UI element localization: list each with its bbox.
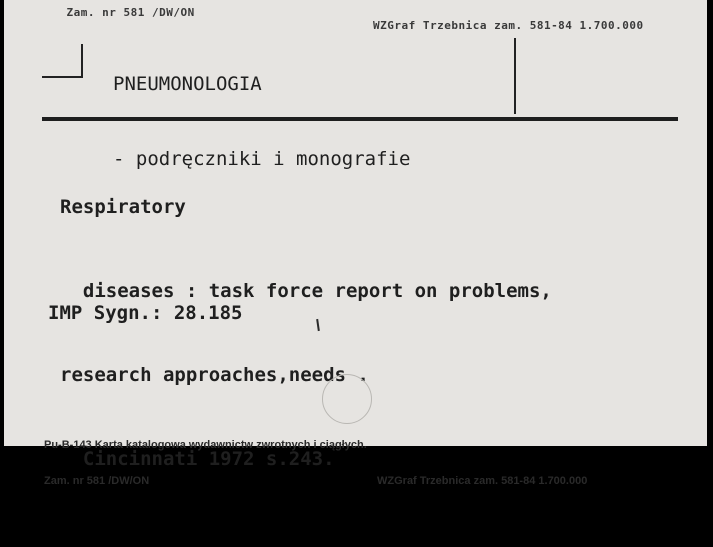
catalog-card xyxy=(4,0,707,487)
entry-line-2: diseases : task force report on problems, xyxy=(60,280,552,302)
card-footer xyxy=(44,415,694,547)
shelf-signature: IMP Sygn.: 28.185 xyxy=(48,302,243,324)
corner-mark-horizontal xyxy=(42,76,82,78)
subject-line-1: PNEUMONOLOGIA xyxy=(113,73,262,95)
footer-line-1: Pu-B-143 Karta katalogowa wydawnictw zwrotnych i ciągłych. xyxy=(44,439,367,451)
header-strip-right: WZGraf Trzebnica zam. 581-84 1.700.000 xyxy=(373,19,644,32)
footer-line-2-left: Zam. nr 581 /DW/ON xyxy=(44,475,150,487)
footer-line-2-right: WZGraf Trzebnica zam. 581-84 1.700.000 xyxy=(377,475,588,487)
header-strip-left: Zam. nr 581 /DW/ON xyxy=(66,6,195,19)
footer-line-2 xyxy=(44,475,694,523)
entry-line-3: research approaches,needs . xyxy=(60,364,369,386)
corner-mark-vertical xyxy=(81,44,83,78)
horizontal-rule xyxy=(42,117,678,121)
entry-line-4: Cincinnati 1972 s.243. xyxy=(60,448,335,470)
subject-box-right-border xyxy=(514,38,516,114)
subject-line-2: - podręczniki i monografie xyxy=(113,148,411,170)
entry-line-1: Respiratory xyxy=(60,196,186,218)
